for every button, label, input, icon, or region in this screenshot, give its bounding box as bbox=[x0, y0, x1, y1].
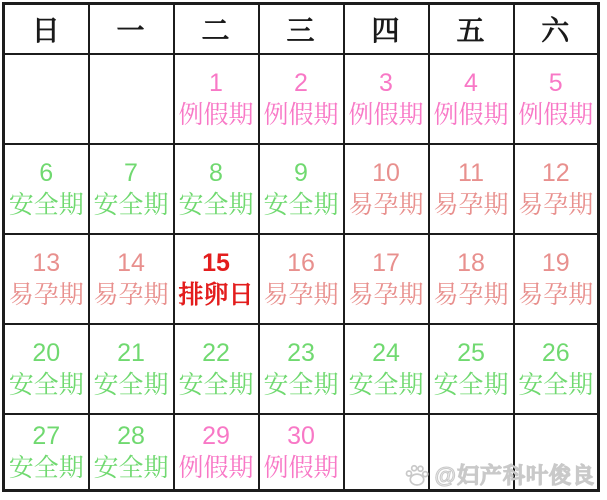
day-number: 17 bbox=[372, 248, 400, 277]
day-number: 12 bbox=[541, 158, 570, 187]
day-number: 2 bbox=[294, 68, 308, 97]
phase-label: 易孕期 bbox=[518, 280, 594, 309]
phase-label: 易孕期 bbox=[348, 190, 424, 219]
calendar-row bbox=[4, 234, 599, 324]
day-number: 6 bbox=[39, 158, 54, 187]
day-number: 5 bbox=[548, 68, 563, 97]
phase-label: 安全期 bbox=[93, 190, 169, 219]
phase-label: 安全期 bbox=[8, 370, 84, 399]
phase-label: 例假期 bbox=[263, 100, 339, 129]
weekday-header: 三 bbox=[259, 4, 344, 54]
calendar-cell-23 bbox=[259, 324, 344, 414]
phase-label: 安全期 bbox=[178, 190, 254, 219]
paw-icon bbox=[404, 462, 430, 488]
day-number: 7 bbox=[124, 158, 138, 187]
day-number: 26 bbox=[541, 338, 570, 367]
day-number: 20 bbox=[32, 338, 61, 367]
weekday-header: 日 bbox=[4, 4, 89, 54]
phase-label: 安全期 bbox=[93, 370, 169, 399]
phase-label: 易孕期 bbox=[263, 280, 339, 309]
calendar-cell-5 bbox=[514, 54, 599, 144]
calendar-cell-21 bbox=[89, 324, 174, 414]
day-number: 8 bbox=[209, 158, 223, 187]
day-number: 1 bbox=[209, 68, 223, 97]
calendar-table bbox=[2, 2, 600, 492]
calendar-cell-13 bbox=[4, 234, 89, 324]
calendar-cell-19 bbox=[514, 234, 599, 324]
day-number: 30 bbox=[287, 421, 315, 450]
day-number: 13 bbox=[32, 248, 61, 277]
day-number: 21 bbox=[117, 338, 145, 367]
calendar-row bbox=[4, 144, 599, 234]
phase-label: 安全期 bbox=[8, 453, 84, 482]
weekday-header: 六 bbox=[514, 4, 599, 54]
calendar-cell-9 bbox=[259, 144, 344, 234]
weekday-header: 五 bbox=[429, 4, 514, 54]
calendar-cell-25 bbox=[429, 324, 514, 414]
calendar-cell-empty bbox=[4, 54, 89, 144]
weekday-header-row bbox=[4, 4, 599, 54]
day-number: 16 bbox=[287, 248, 315, 277]
day-number: 15 bbox=[202, 248, 230, 277]
weekday-header: 一 bbox=[89, 4, 174, 54]
watermark-text: @妇产科叶俊良 bbox=[434, 463, 595, 488]
weekday-header: 四 bbox=[344, 4, 429, 54]
calendar-row bbox=[4, 324, 599, 414]
calendar-cell-24 bbox=[344, 324, 429, 414]
day-number: 25 bbox=[457, 338, 485, 367]
phase-label: 易孕期 bbox=[8, 280, 84, 309]
phase-label: 例假期 bbox=[178, 453, 254, 482]
calendar-cell-26 bbox=[514, 324, 599, 414]
day-number: 24 bbox=[372, 338, 400, 367]
phase-label: 易孕期 bbox=[433, 190, 509, 219]
calendar-row bbox=[4, 54, 599, 144]
calendar-cell-10 bbox=[344, 144, 429, 234]
calendar-cell-1 bbox=[174, 54, 259, 144]
calendar-cell-16 bbox=[259, 234, 344, 324]
calendar-cell-3 bbox=[344, 54, 429, 144]
day-number: 27 bbox=[32, 421, 61, 450]
calendar-cell-27 bbox=[4, 414, 89, 491]
day-number: 14 bbox=[117, 248, 145, 277]
day-number: 3 bbox=[379, 68, 393, 97]
weekday-header: 二 bbox=[174, 4, 259, 54]
calendar-cell-30 bbox=[259, 414, 344, 491]
day-number: 19 bbox=[541, 248, 570, 277]
phase-label: 安全期 bbox=[348, 370, 424, 399]
phase-label: 例假期 bbox=[433, 100, 509, 129]
day-number: 10 bbox=[372, 158, 400, 187]
day-number: 29 bbox=[202, 421, 230, 450]
calendar-cell-28 bbox=[89, 414, 174, 491]
calendar-cell-6 bbox=[4, 144, 89, 234]
day-number: 18 bbox=[457, 248, 485, 277]
calendar-cell-empty bbox=[89, 54, 174, 144]
phase-label: 例假期 bbox=[518, 100, 594, 129]
calendar-cell-18 bbox=[429, 234, 514, 324]
phase-label: 易孕期 bbox=[518, 190, 594, 219]
phase-label: 安全期 bbox=[93, 453, 169, 482]
calendar-cell-8 bbox=[174, 144, 259, 234]
day-number: 4 bbox=[464, 68, 478, 97]
day-number: 9 bbox=[294, 158, 308, 187]
phase-label: 例假期 bbox=[178, 100, 254, 129]
day-number: 23 bbox=[287, 338, 315, 367]
calendar-cell-29 bbox=[174, 414, 259, 491]
phase-label: 排卵日 bbox=[178, 280, 254, 309]
phase-label: 例假期 bbox=[348, 100, 424, 129]
phase-label: 安全期 bbox=[8, 190, 84, 219]
calendar-cell-2 bbox=[259, 54, 344, 144]
watermark bbox=[404, 459, 595, 490]
phase-label: 安全期 bbox=[263, 370, 339, 399]
calendar-cell-7 bbox=[89, 144, 174, 234]
phase-label: 例假期 bbox=[263, 453, 339, 482]
calendar-cell-11 bbox=[429, 144, 514, 234]
phase-label: 安全期 bbox=[263, 190, 339, 219]
day-number: 11 bbox=[458, 158, 484, 187]
phase-label: 安全期 bbox=[433, 370, 509, 399]
calendar-cell-20 bbox=[4, 324, 89, 414]
phase-label: 易孕期 bbox=[348, 280, 424, 309]
day-number: 28 bbox=[117, 421, 145, 450]
calendar-cell-14 bbox=[89, 234, 174, 324]
phase-label: 安全期 bbox=[518, 370, 594, 399]
phase-label: 易孕期 bbox=[93, 280, 169, 309]
calendar-cell-17 bbox=[344, 234, 429, 324]
day-number: 22 bbox=[202, 338, 230, 367]
phase-label: 易孕期 bbox=[433, 280, 509, 309]
calendar-cell-15 bbox=[174, 234, 259, 324]
calendar-cell-22 bbox=[174, 324, 259, 414]
calendar-cell-4 bbox=[429, 54, 514, 144]
phase-label: 安全期 bbox=[178, 370, 254, 399]
calendar-cell-12 bbox=[514, 144, 599, 234]
